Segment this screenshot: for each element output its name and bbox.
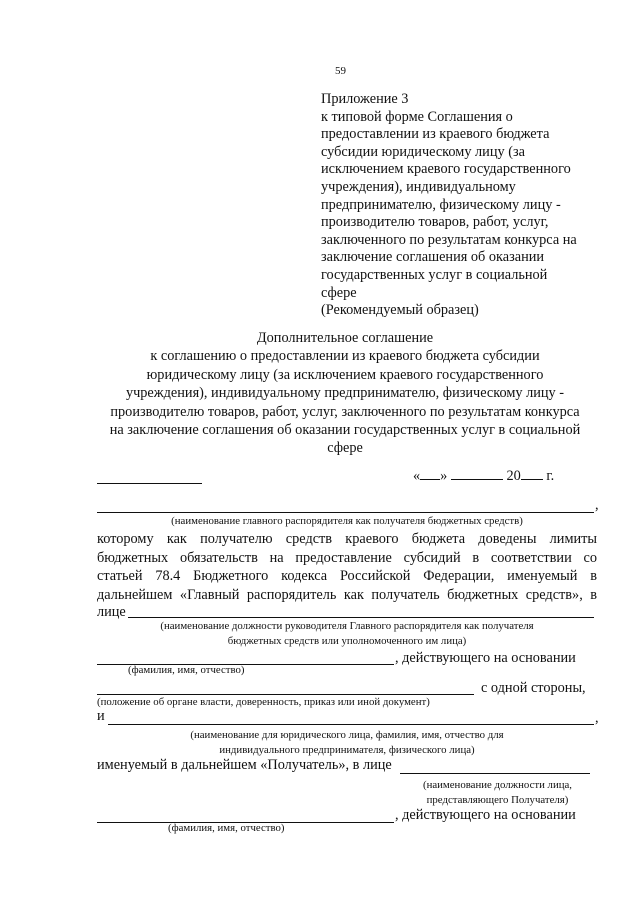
body-paragraph: [97, 530, 597, 604]
one-side-text: с одной стороны,: [481, 680, 586, 696]
title-line: производителю товаров, работ, услуг, заключенного по результатам конкурса: [110, 403, 580, 420]
body-line: которому как получателю средств краевого бюджета доведены лимиты: [97, 531, 597, 547]
appendix-line: субсидии юридическому лицу (за: [321, 143, 525, 160]
document-title: [95, 329, 595, 458]
recipient-position-blank-line: [400, 773, 590, 774]
caption-recipient: [97, 728, 597, 757]
title-line: Дополнительное соглашение: [256, 330, 434, 346]
body-line: статьей 78.4 Бюджетного кодекса Российской Федерации, именуемый в: [97, 568, 597, 584]
acting-basis-text-2: , действующего на основании: [395, 807, 576, 823]
caption-line: (наименование должности лица,: [422, 779, 572, 791]
page-number: 59: [335, 65, 346, 77]
and-word: и: [97, 708, 105, 724]
recipient-blank-line: [108, 724, 594, 725]
place-blank-line: [97, 483, 202, 484]
caption-line: представляющего Получателя): [426, 793, 569, 806]
in-person-label: лице: [97, 604, 126, 620]
appendix-line: производителю товаров, работ, услуг,: [321, 214, 549, 231]
appendix-line: к типовой форме Соглашения о: [321, 108, 513, 125]
appendix-line: предоставлении из краевого бюджета: [321, 126, 550, 143]
appendix-line: сфере: [321, 284, 357, 301]
in-person-blank-line: [128, 617, 594, 618]
body-line: бюджетных обязательств на предоставление субсидий в соответствии со: [97, 549, 597, 566]
comma-mark: ,: [595, 497, 599, 513]
caption-position-head: [97, 619, 597, 648]
caption-basis: (положение об органе власти, доверенность, приказ или иной документ): [97, 696, 430, 708]
date-open-quote: «: [413, 468, 421, 484]
caption-line: бюджетных средств или уполномоченного им лица): [227, 634, 467, 647]
appendix-block: [321, 91, 577, 320]
appendix-line: (Рекомендуемый образец): [321, 302, 479, 319]
comma-mark-2: ,: [595, 710, 599, 726]
title-line: к соглашению о предоставлении из краевого бюджета субсидии: [150, 348, 540, 365]
date-year-suffix: г.: [546, 468, 555, 484]
date-close-quote: »: [440, 468, 448, 484]
appendix-line: заключение соглашения об оказании: [321, 249, 545, 266]
body-line: дальнейшем «Главный распорядитель как получатель бюджетных средств», в: [97, 586, 597, 603]
title-line: сфере: [327, 440, 363, 457]
appendix-line: государственных услуг в социальной: [321, 266, 548, 283]
caption-fio-2: (фамилия, имя, отчество): [168, 822, 285, 834]
main-distributor-blank-line: [97, 512, 594, 513]
title-line: учреждения), индивидуальному предпринимателю, физическому лицу -: [125, 385, 565, 402]
caption-line: (наименование для юридического лица, фамилия, имя, отчество для: [190, 729, 504, 741]
date-line: [413, 468, 554, 485]
date-year-prefix: 20: [506, 468, 521, 484]
caption-line: индивидуального предпринимателя, физического лица): [219, 743, 475, 756]
caption-recipient-position: [405, 778, 590, 807]
caption-line: (наименование должности руководителя Главного распорядителя как получателя: [160, 620, 534, 632]
appendix-line: учреждения), индивидуальному: [321, 178, 516, 195]
title-line: на заключение соглашения об оказании государственных услуг в социальной: [109, 422, 581, 439]
appendix-line: Приложение 3: [321, 91, 409, 107]
acting-basis-text: , действующего на основании: [395, 650, 576, 666]
basis-blank-line: [97, 694, 474, 695]
hereinafter-recipient-text: именуемый в дальнейшем «Получатель», в лице: [97, 757, 392, 773]
appendix-line: исключением краевого государственного: [321, 161, 571, 178]
caption-main-distributor: (наименование главного распорядителя как получателя бюджетных средств): [171, 515, 523, 527]
appendix-line: предпринимателю, физическому лицу -: [321, 196, 561, 213]
title-line: юридическому лицу (за исключением краевого государственного: [146, 366, 544, 383]
appendix-line: заключенного по результатам конкурса на: [321, 231, 577, 248]
caption-fio: (фамилия, имя, отчество): [128, 664, 245, 676]
